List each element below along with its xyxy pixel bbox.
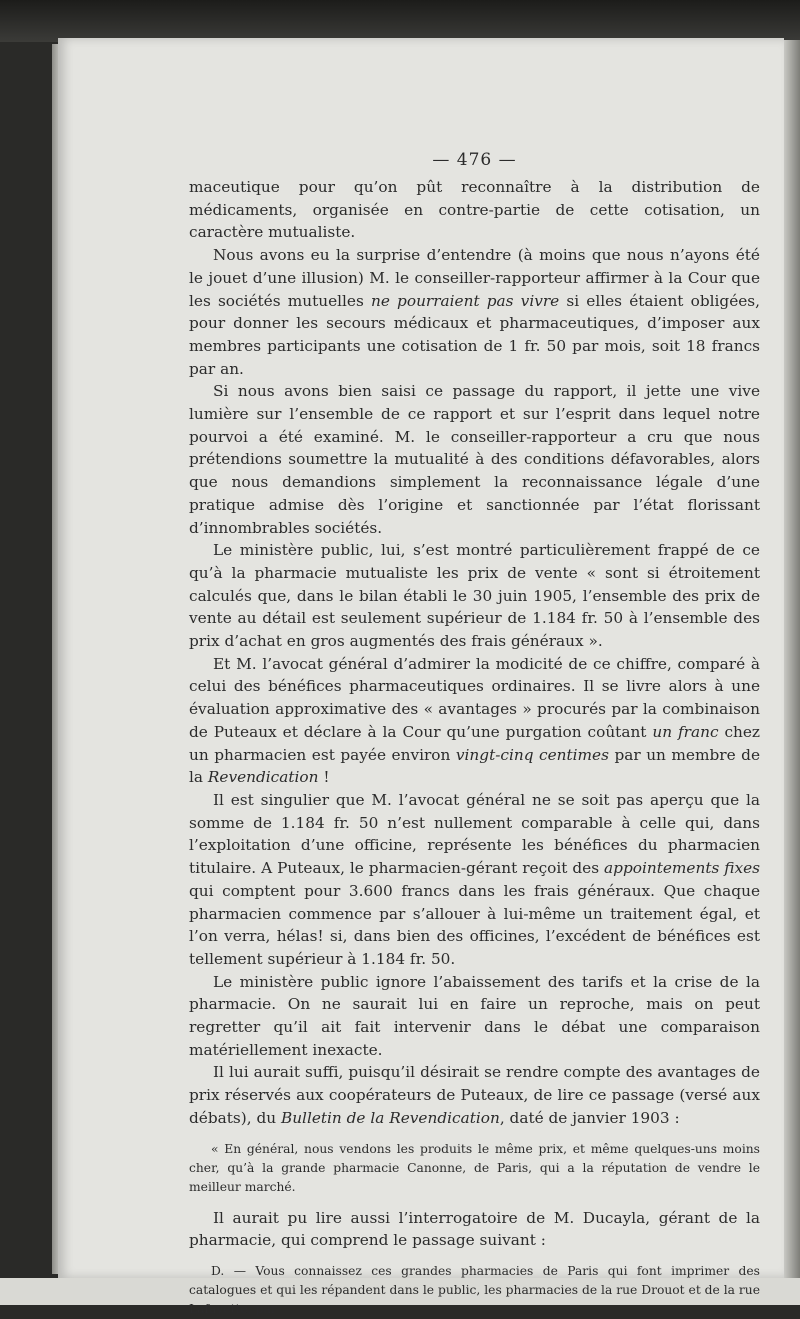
paragraph-3 — [189, 380, 760, 539]
interrogation-passage: D. — Vous connaissez ces grandes pharmacies de Paris qui font imprimer des catalogues et qui les répandent dans le public, les pharmacies de la rue Drouot et de la rue Lafayette, par — [189, 1263, 760, 1316]
scan-background-top — [0, 0, 800, 42]
text-run: ! — [318, 768, 330, 787]
italic-run: un franc — [652, 722, 719, 741]
italic-run: Revendication — [207, 768, 319, 787]
text-run: par un membre de la — [189, 745, 760, 787]
paragraph-after-quote: Il aurait pu lire aussi l’interrogatoire de M. Ducayla, gérant de la pharmacie, qui comprend le passage suivant : — [189, 1208, 760, 1250]
text-run: , daté de janvier 1903 : — [499, 1108, 680, 1127]
italic-run: Bulletin de la Revendication — [280, 1108, 500, 1127]
text-run: Il est singulier que M. l’avocat général ne se soit pas aperçu que la somme de 1.184 fr. 50 n’est nullement comparable à celle qui, dans l’exploitation d’une officine, représente les bénéfices du pharmacien titulaire. A Puteaux, le pharmacien-gérant reçoit des — [189, 790, 760, 878]
paragraph-5 — [189, 653, 760, 789]
paragraph-2 — [189, 244, 760, 380]
paragraph-7 — [189, 971, 760, 1062]
paragraph-6 — [189, 789, 760, 971]
italic-run: appointements fixes — [604, 859, 760, 878]
italic-run: vingt-cinq centimes — [455, 745, 609, 764]
text-run: qui comptent pour 3.600 francs dans les frais généraux. Que chaque pharmacien commence par s’allouer à lui-même un traitement égal, et l’on verra, hélas! si, dans bien des officines, l’excédent de bénéfices est tellement supérieur à 1.184 fr. 50. — [189, 881, 760, 968]
page-text — [189, 150, 760, 1319]
paragraph-4 — [189, 539, 760, 653]
paragraph-8 — [189, 1061, 760, 1129]
text-run: Et M. l’avocat général d’admirer la modicité de ce chiffre, comparé à celui des bénéfices pharmaceutiques ordinaires. Il se livre alors à une évaluation approximative des « avantages » procurés par la combinaison de Puteaux et déclare à la Cour qu’une purgation coûtant — [189, 654, 760, 741]
text-run: Si nous avons bien saisi ce passage du rapport, il jette une vive lumière sur l’ensemble de ce rapport et sur l’esprit dans lequel notre pourvoi a été examiné. M. le conseiller-rapporteur a cru que nous prétendions soumettre la mutualité à des conditions défavorables, alors que nous demandions simplement la reconnaissance légale d’une pratique admise dès l’origine et sanctionnée par l’état florissant d’innombrables sociétés. — [189, 382, 760, 537]
italic-run: ne pourraient pas vivre — [371, 291, 560, 310]
text-run: maceutique pour qu’on pût reconnaître à la distribution de médicaments, organisée en contre-partie de cette cotisation, un caractère mutualiste. — [189, 178, 760, 242]
text-run: Le ministère public ignore l’abaissement des tarifs et la crise de la pharmacie. On ne saurait lui en faire un reproche, mais on peut regretter qu’il ait fait intervenir dans le débat une comparaison matériellement inexacte. — [189, 972, 760, 1059]
text-run: si elles étaient obligées, pour donner les secours médicaux et pharmaceutiques, d’imposer aux membres participants une cotisation de 1 fr. 50 par mois, soit 18 francs par an. — [189, 291, 761, 378]
text-run: Il lui aurait suffi, puisqu’il désirait se rendre compte des avantages de prix réservés aux coopérateurs de Puteaux, de lire ce passage (versé aux débats), du — [189, 1063, 760, 1127]
quoted-passage: « En général, nous vendons les produits le même prix, et même quelques-uns moins cher, qu’à la grande pharmacie Canonne, de Paris, qui a la réputation de vendre le meilleur marché. — [189, 1141, 760, 1194]
text-run: Le ministère public, lui, s’est montré particulièrement frappé de ce qu’à la pharmacie mutualiste les prix de vente « sont si étroitement calculés que, dans le bilan établi le 30 juin 1905, l’ensemble des prix de vente au détail est seulement supérieur de 1.184 fr. 50 à l’ensemble des prix d’achat en gros augmentés des frais généraux ». — [189, 541, 760, 651]
text-run: chez un pharmacien est payée environ — [189, 722, 760, 764]
paragraph-1 — [189, 176, 760, 244]
text-run: Nous avons eu la surprise d’entendre (à moins que nous n’ayons été le jouet d’une illusion) M. le conseiller-rapporteur affirmer à la Cour que les sociétés mutuelles — [189, 246, 760, 310]
page-right-margin — [784, 40, 800, 1280]
page-number: — 476 — — [432, 150, 517, 170]
